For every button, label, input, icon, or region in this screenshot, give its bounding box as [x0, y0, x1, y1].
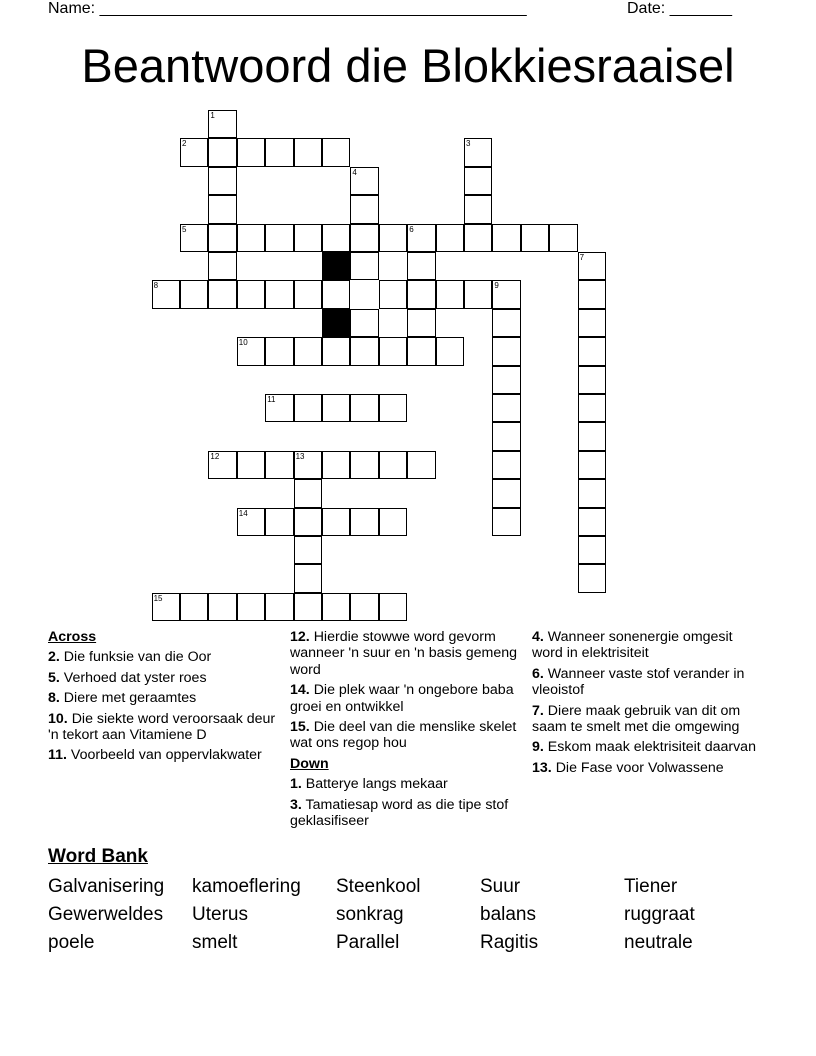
- grid-cell[interactable]: [237, 593, 265, 621]
- grid-cell[interactable]: [265, 451, 293, 479]
- clue-across-5: 5. Verhoed dat yster roes: [48, 669, 207, 686]
- word-bank-item: Suur: [480, 876, 521, 897]
- clues-column-1: [48, 629, 280, 768]
- grid-cell[interactable]: [350, 508, 378, 536]
- word-bank-item: Ragitis: [480, 932, 539, 953]
- grid-cell[interactable]: [464, 195, 492, 223]
- word-bank-item: Galvanisering: [48, 876, 165, 897]
- word-bank-item: Steenkool: [336, 876, 421, 897]
- grid-cell-numbered[interactable]: [578, 252, 606, 280]
- grid-cell[interactable]: [322, 224, 350, 252]
- grid-cell[interactable]: [294, 138, 322, 166]
- clue-number: 4: [352, 167, 357, 177]
- grid-cell-numbered[interactable]: [152, 593, 180, 621]
- grid-cell[interactable]: [436, 337, 464, 365]
- grid-cell[interactable]: [464, 224, 492, 252]
- grid-cell[interactable]: [350, 451, 378, 479]
- grid-cell-numbered[interactable]: [464, 138, 492, 166]
- grid-cell[interactable]: [322, 451, 350, 479]
- grid-cell[interactable]: [492, 224, 520, 252]
- clue-number: 5: [182, 224, 187, 234]
- grid-cell[interactable]: [492, 508, 520, 536]
- grid-cell[interactable]: [294, 508, 322, 536]
- clue-number: 10: [238, 338, 248, 348]
- word-bank-item: kamoeflering: [192, 876, 301, 897]
- grid-cell[interactable]: [492, 422, 520, 450]
- grid-cell-numbered[interactable]: [180, 224, 208, 252]
- word-bank-item: Tiener: [624, 876, 678, 897]
- grid-cell-numbered[interactable]: [350, 167, 378, 195]
- grid-cell[interactable]: [407, 337, 435, 365]
- grid-cell[interactable]: [492, 366, 520, 394]
- grid-cell[interactable]: [350, 309, 378, 337]
- grid-cell[interactable]: [265, 508, 293, 536]
- grid-cell[interactable]: [322, 593, 350, 621]
- clues-column-3: [532, 629, 764, 780]
- clue-number: 13: [295, 451, 305, 461]
- word-bank-item: Uterus: [192, 904, 248, 925]
- grid-cell-numbered[interactable]: [492, 280, 520, 308]
- clue-down-3: 3. Tamatiesap word as die tipe stof geklasifiseer: [290, 796, 509, 830]
- grid-cell[interactable]: [294, 337, 322, 365]
- grid-cell[interactable]: [578, 422, 606, 450]
- grid-cell[interactable]: [237, 451, 265, 479]
- clue-across-12: 12. Hierdie stowwe word gevorm wanneer 'n suur en 'n basis gemeng word: [290, 629, 518, 678]
- date-field-label: Date: _______: [627, 0, 732, 17]
- grid-cell[interactable]: [379, 224, 407, 252]
- grid-cell[interactable]: [578, 536, 606, 564]
- grid-cell[interactable]: [208, 280, 236, 308]
- grid-cell-numbered[interactable]: [294, 451, 322, 479]
- grid-cell[interactable]: [407, 252, 435, 280]
- grid-cell[interactable]: [322, 394, 350, 422]
- grid-cell[interactable]: [350, 394, 378, 422]
- clue-number: 3: [466, 139, 471, 149]
- grid-cell[interactable]: [350, 593, 378, 621]
- grid-cell[interactable]: [294, 224, 322, 252]
- grid-cell[interactable]: [208, 224, 236, 252]
- page-title: Beantwoord die Blokkiesraaisel: [81, 39, 735, 92]
- black-square: [322, 309, 350, 337]
- grid-cell[interactable]: [322, 138, 350, 166]
- grid-cell[interactable]: [265, 593, 293, 621]
- grid-cell[interactable]: [265, 138, 293, 166]
- grid-cell[interactable]: [492, 309, 520, 337]
- grid-cell-numbered[interactable]: [407, 224, 435, 252]
- grid-cell[interactable]: [407, 280, 435, 308]
- grid-cell[interactable]: [350, 337, 378, 365]
- name-field-label: Name: ________________________________________________: [48, 0, 527, 17]
- grid-cell[interactable]: [549, 224, 577, 252]
- down-heading: Down: [290, 755, 329, 772]
- grid-cell[interactable]: [350, 224, 378, 252]
- grid-cell-numbered[interactable]: [265, 394, 293, 422]
- grid-cell[interactable]: [492, 394, 520, 422]
- grid-cell-numbered[interactable]: [152, 280, 180, 308]
- grid-cell[interactable]: [237, 280, 265, 308]
- grid-cell[interactable]: [578, 394, 606, 422]
- clue-number: 9: [494, 281, 499, 291]
- clue-down-1: 1. Batterye langs mekaar: [290, 776, 448, 793]
- grid-cell[interactable]: [322, 337, 350, 365]
- word-bank-item: smelt: [192, 932, 238, 953]
- grid-cell[interactable]: [294, 536, 322, 564]
- grid-cell[interactable]: [407, 451, 435, 479]
- word-bank-item: Parallel: [336, 932, 400, 953]
- word-bank-title: Word Bank: [48, 846, 148, 867]
- word-bank-item: neutrale: [624, 932, 693, 953]
- clue-number: 2: [182, 139, 187, 149]
- grid-cell[interactable]: [208, 252, 236, 280]
- grid-cell-numbered[interactable]: [237, 337, 265, 365]
- word-bank-item: Gewerweldes: [48, 904, 164, 925]
- grid-cell[interactable]: [294, 479, 322, 507]
- grid-cell[interactable]: [237, 224, 265, 252]
- clue-across-2: 2. Die funksie van die Oor: [48, 649, 212, 666]
- grid-cell[interactable]: [464, 280, 492, 308]
- grid-cell[interactable]: [492, 451, 520, 479]
- grid-cell[interactable]: [265, 224, 293, 252]
- clue-number: 8: [153, 281, 159, 291]
- grid-cell[interactable]: [208, 167, 236, 195]
- word-bank-item: balans: [480, 904, 536, 925]
- grid-cell[interactable]: [492, 337, 520, 365]
- grid-cell[interactable]: [578, 564, 606, 592]
- grid-cell[interactable]: [379, 337, 407, 365]
- grid-cell[interactable]: [237, 138, 265, 166]
- grid-cell[interactable]: [379, 508, 407, 536]
- grid-cell[interactable]: [294, 593, 322, 621]
- grid-cell[interactable]: [294, 280, 322, 308]
- word-bank-item: sonkrag: [336, 904, 404, 925]
- clue-number: 6: [409, 224, 414, 234]
- clue-across-15: 15. Die deel van die menslike skelet wat ons regop hou: [290, 719, 517, 752]
- grid-cell[interactable]: [322, 280, 350, 308]
- clue-across-8: 8. Diere met geraamtes: [48, 690, 197, 707]
- grid-cell[interactable]: [436, 224, 464, 252]
- grid-cell[interactable]: [379, 593, 407, 621]
- grid-cell[interactable]: [436, 280, 464, 308]
- clue-down-6: 6. Wanneer vaste stof verander in vleoistof: [532, 665, 745, 699]
- clue-number: 7: [579, 253, 585, 262]
- grid-cell[interactable]: [521, 224, 549, 252]
- clues-column-2: [290, 629, 522, 833]
- grid-cell[interactable]: [180, 593, 208, 621]
- clue-across-14: 14. Die plek waar 'n ongebore baba groei en ontwikkel: [290, 682, 514, 715]
- grid-cell[interactable]: [265, 280, 293, 308]
- grid-cell[interactable]: [294, 564, 322, 592]
- clue-down-9: 9. Eskom maak elektrisiteit daarvan: [532, 739, 756, 756]
- grid-cell-numbered[interactable]: [208, 110, 236, 138]
- grid-cell[interactable]: [350, 252, 378, 280]
- grid-cell[interactable]: [578, 309, 606, 337]
- clue-number: 14: [238, 508, 248, 518]
- grid-cell[interactable]: [578, 508, 606, 536]
- across-heading: Across: [48, 629, 97, 645]
- grid-cell[interactable]: [464, 167, 492, 195]
- grid-cell[interactable]: [578, 366, 606, 394]
- grid-cell[interactable]: [578, 451, 606, 479]
- grid-cell[interactable]: [492, 479, 520, 507]
- grid-cell-numbered[interactable]: [237, 508, 265, 536]
- grid-cell[interactable]: [578, 337, 606, 365]
- grid-cell[interactable]: [379, 451, 407, 479]
- clue-down-4: 4. Wanneer sonenergie omgesit word in elektrisiteit: [532, 629, 733, 662]
- grid-cell[interactable]: [379, 394, 407, 422]
- clue-down-7: 7. Diere maak gebruik van dit om saam te smelt met die omgewing: [532, 702, 741, 736]
- grid-cell-numbered[interactable]: [180, 138, 208, 166]
- grid-cell[interactable]: [350, 195, 378, 223]
- clue-number: 12: [210, 451, 220, 461]
- grid-cell[interactable]: [578, 280, 606, 308]
- black-square: [322, 252, 350, 280]
- grid-cell-numbered[interactable]: [208, 451, 236, 479]
- clue-number: 15: [153, 593, 163, 603]
- grid-cell[interactable]: [578, 479, 606, 507]
- word-bank-item: poele: [48, 932, 95, 953]
- grid-cell[interactable]: [208, 195, 236, 223]
- clue-across-11: 11. Voorbeeld van oppervlakwater: [48, 747, 262, 764]
- grid-cell[interactable]: [407, 309, 435, 337]
- word-bank-item: ruggraat: [624, 904, 695, 925]
- grid-cell[interactable]: [322, 508, 350, 536]
- grid-cell[interactable]: [294, 394, 322, 422]
- grid-cell[interactable]: [265, 337, 293, 365]
- grid-cell[interactable]: [208, 138, 236, 166]
- grid-cell[interactable]: [180, 280, 208, 308]
- grid-cell[interactable]: [379, 280, 407, 308]
- grid-cell[interactable]: [208, 593, 236, 621]
- clue-across-10: 10. Die siekte word veroorsaak deur 'n tekort aan Vitamiene D: [48, 710, 276, 744]
- clue-down-13: 13. Die Fase voor Volwassene: [532, 759, 724, 776]
- clue-number: 1: [210, 111, 215, 120]
- clue-number: 11: [267, 395, 276, 404]
